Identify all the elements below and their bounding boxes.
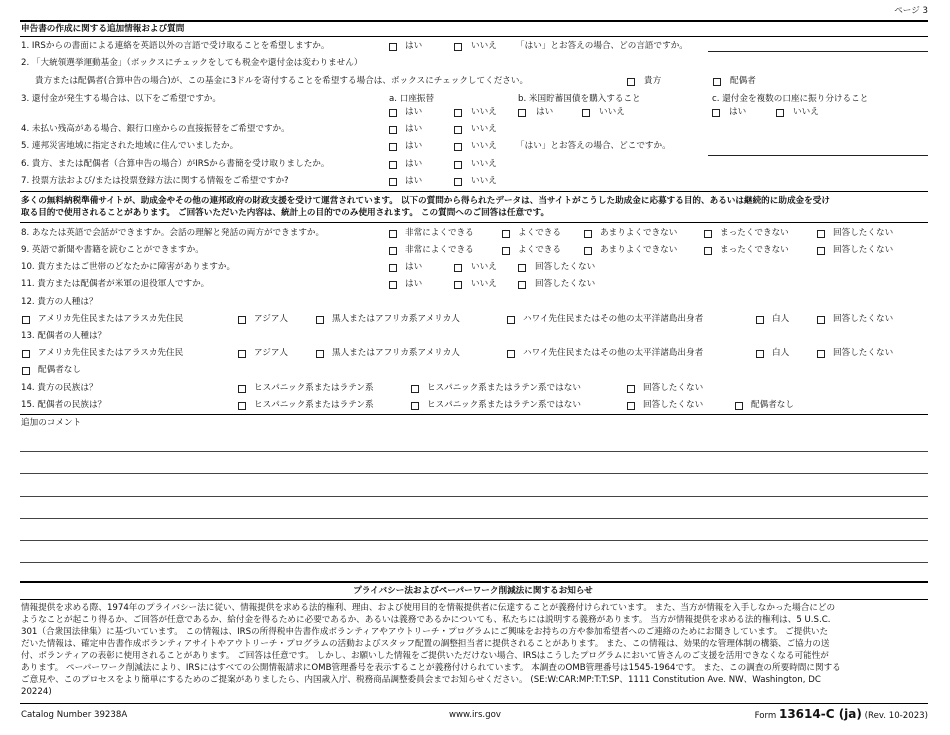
q5-yes-label: はい: [405, 141, 423, 151]
q10-decline-checkbox[interactable]: [518, 264, 526, 272]
q8-opt4-label: まったくできない: [720, 228, 789, 238]
q12-text: 12. 貴方の人種は？: [21, 297, 98, 307]
comment-line-2[interactable]: [20, 473, 928, 474]
q10-decline-label: 回答したくない: [535, 262, 596, 272]
q8-opt2-label: よくできる: [518, 228, 561, 238]
q10-no-label: いいえ: [471, 262, 497, 272]
q8-opt3-label: あまりよくできない: [600, 228, 678, 238]
q3-text: 3. 還付金が発生する場合は、以下をご希望ですか。: [21, 94, 221, 104]
q10-no-checkbox[interactable]: [454, 264, 462, 272]
q4-no-checkbox[interactable]: [454, 126, 462, 134]
q13-opt3-checkbox[interactable]: [316, 350, 324, 358]
q13-opt1-checkbox[interactable]: [22, 350, 30, 358]
q4-no-label: いいえ: [471, 124, 497, 134]
q14-opt2-checkbox[interactable]: [411, 385, 419, 393]
q3-b-label: b. 米国貯蓄国債を購入すること: [518, 94, 641, 104]
page-number: ページ 3: [894, 6, 928, 16]
q13-opt3-label: 黒人またはアフリカ系アメリカ人: [332, 348, 460, 358]
q3-b-no-checkbox[interactable]: [582, 109, 590, 117]
q11-decline-checkbox[interactable]: [518, 281, 526, 289]
notice-line1: 多くの無料納税準備サイトが、助成金やその他の連邦政府の財政支援を受けて運営されています。 以下の質問から得られたデータは、当サイトがこうした助成金に応募する目的、あるいは継続的に助成金を受け: [21, 196, 830, 206]
q13-text: 13. 配偶者の人種は？: [21, 331, 107, 341]
q1-no-label: いいえ: [471, 41, 497, 51]
q3-b-yes-label: はい: [536, 107, 554, 117]
notice-line2: 取る目的で使用されることがあります。 ご回答いただいた内容は、統計上の目的でのみ使用されます。 この質問へのご回答は任意です。: [21, 208, 550, 218]
section-title: 申告書の作成に関する追加情報および質問: [21, 24, 185, 34]
privacy-line-3: 301（合衆国法律集）に基づいています。 この情報は、IRSの所得税申告書作成ボランティアやアウトリーチ・プログラムにご興味をお持ちの方や参加希望者へのご連絡のためにお聞きしています。 ご提供いた: [21, 627, 829, 637]
q15-opt3-label: 回答したくない: [643, 400, 704, 410]
q12-opt1-checkbox[interactable]: [22, 316, 30, 324]
privacy-rule: [20, 581, 928, 583]
privacy-line-1: 情報提供を求める際、1974年のプライバシー法に従い、情報提供を求める法的権利、理由、および使用目的を情報提供者に伝達することが義務付けられています。 また、当方が情報を入手しなかった場合にどの: [21, 603, 836, 613]
q14-text: 14. 貴方の民族は？: [21, 383, 98, 393]
q5-location-field[interactable]: [708, 155, 928, 156]
privacy-line-6: あります。 ペーパーワーク削減法により、IRSにはすべての公開情報請求にOMB管理番号を表示することが義務付けられています。 本調査のOMB管理番号は1545-1964です。 また、この調査の所要時間に関する: [21, 663, 841, 673]
q9-opt2-label: よくできる: [518, 245, 561, 255]
q3-a-no-label: いいえ: [471, 107, 497, 117]
q9-opt2-checkbox[interactable]: [502, 247, 510, 255]
q13-opt5-label: 白人: [772, 348, 790, 358]
q2-spouse-label: 配偶者: [730, 76, 756, 86]
q3-a-no-checkbox[interactable]: [454, 109, 462, 117]
q11-no-checkbox[interactable]: [454, 281, 462, 289]
q8-opt2-checkbox[interactable]: [502, 230, 510, 238]
q14-opt2-label: ヒスパニック系またはラテン系ではない: [427, 383, 581, 393]
q6-no-checkbox[interactable]: [454, 161, 462, 169]
q8-opt3-checkbox[interactable]: [584, 230, 592, 238]
q1-language-field[interactable]: [708, 51, 928, 52]
catalog-number: Catalog Number 39238A: [21, 710, 128, 720]
q13-opt5-checkbox[interactable]: [756, 350, 764, 358]
privacy-line-4: だいた情報は、確定申告書作成ボランティアサイトやアウトリーチ・プログラムの活動およびスタッフ配置の調整担当者に提供されることがあります。 また、この情報は、効果的な管理体制の構築、ご協力の送: [21, 639, 830, 649]
q9-opt1-label: 非常によくできる: [405, 245, 474, 255]
q6-yes-checkbox[interactable]: [389, 161, 397, 169]
q11-decline-label: 回答したくない: [535, 279, 596, 289]
q8-opt4-checkbox[interactable]: [704, 230, 712, 238]
q12-opt5-checkbox[interactable]: [756, 316, 764, 324]
comment-line-5[interactable]: [20, 540, 928, 541]
q9-opt3-label: あまりよくできない: [600, 245, 678, 255]
q8-opt5-label: 回答したくない: [833, 228, 894, 238]
q3-a-yes-label: はい: [405, 107, 423, 117]
q13-opt6-label: 回答したくない: [833, 348, 894, 358]
q7-yes-label: はい: [405, 176, 423, 186]
q7-no-label: いいえ: [471, 176, 497, 186]
q6-text: 6. 貴方、または配偶者（合算申告の場合）がIRSから書簡を受け取りましたか。: [21, 159, 330, 169]
q8-opt1-label: 非常によくできる: [405, 228, 474, 238]
q2-self-label: 貴方: [644, 76, 662, 86]
q15-opt2-label: ヒスパニック系またはラテン系ではない: [427, 400, 581, 410]
q9-text: 9. 英語で新聞や書籍を読むことができますか。: [21, 245, 204, 255]
q9-opt5-label: 回答したくない: [833, 245, 894, 255]
q15-opt3-checkbox[interactable]: [627, 402, 635, 410]
q2-sub: 貴方または配偶者(合算申告の場合)が、この基金に3ドルを寄付することを希望する場合は、ボックスにチェックしてください。: [35, 76, 529, 86]
q15-opt4-checkbox[interactable]: [735, 402, 743, 410]
q3-b-yes-checkbox[interactable]: [518, 109, 526, 117]
q11-yes-label: はい: [405, 279, 423, 289]
comments-label: 追加のコメント: [21, 418, 82, 428]
q3-c-no-checkbox[interactable]: [776, 109, 784, 117]
privacy-line-5: 付、ボランティアの表彰に使用されることがあります。 ご回答は任意です。 しかし、お願いした情報をご提供いただけない場合、IRSはこうしたプログラムにおいて皆さんのご支援を活用できなくなる可能性が: [21, 651, 829, 661]
q13-opt2-checkbox[interactable]: [238, 350, 246, 358]
q10-yes-checkbox[interactable]: [389, 264, 397, 272]
q1-text: 1. IRSからの書面による連絡を英語以外の言語で受け取ることを希望しますか。: [21, 41, 330, 51]
q9-opt4-checkbox[interactable]: [704, 247, 712, 255]
privacy-line-2: ようなことが起こり得るか、ご回答が任意であるか、給付金を得るために必要であるか、あるいは義務であるかについても、私たちには説明する義務があります。 当方が情報提供を求める法的権利は、5 U.S.C.: [21, 615, 831, 625]
q7-yes-checkbox[interactable]: [389, 178, 397, 186]
q9-opt1-checkbox[interactable]: [389, 247, 397, 255]
q10-yes-label: はい: [405, 262, 423, 272]
irs-website: www.irs.gov: [449, 710, 501, 720]
q13-opt4-checkbox[interactable]: [507, 350, 515, 358]
q12-opt2-label: アジア人: [254, 314, 289, 324]
q2-spouse-checkbox[interactable]: [713, 78, 721, 86]
q3-a-label: a. 口座振替: [389, 94, 435, 104]
q1-yes-checkbox[interactable]: [389, 43, 397, 51]
q5-no-label: いいえ: [471, 141, 497, 151]
q14-opt3-checkbox[interactable]: [627, 385, 635, 393]
q5-text: 5. 連邦災害地域に指定された地域に住んでいましたか。: [21, 141, 239, 151]
q13-opt4-label: ハワイ先住民またはその他の太平洋諸島出身者: [523, 348, 704, 358]
q3-c-yes-checkbox[interactable]: [712, 109, 720, 117]
q9-opt4-label: まったくできない: [720, 245, 789, 255]
q5-followup: 「はい」とお答えの場合、どこですか。: [516, 141, 671, 151]
privacy-title: プライバシー法およびペーパーワーク削減法に関するお知らせ: [353, 586, 593, 596]
q12-opt1-label: アメリカ先住民またはアラスカ先住民: [38, 314, 184, 324]
q6-yes-label: はい: [405, 159, 423, 169]
q10-text: 10. 貴方またはご世帯のどなたかに障害がありますか。: [21, 262, 236, 272]
q7-text: 7. 投票方法および/または投票登録方法に関する情報をご希望ですか?: [21, 176, 289, 186]
q9-opt5-checkbox[interactable]: [817, 247, 825, 255]
comment-line-1[interactable]: [20, 451, 928, 452]
q14-opt3-label: 回答したくない: [643, 383, 704, 393]
comment-line-3[interactable]: [20, 496, 928, 497]
q12-opt2-checkbox[interactable]: [238, 316, 246, 324]
q3-b-no-label: いいえ: [599, 107, 625, 117]
section-rule: [20, 36, 928, 37]
q2-self-checkbox[interactable]: [627, 78, 635, 86]
q8-opt1-checkbox[interactable]: [389, 230, 397, 238]
q12-opt3-label: 黒人またはアフリカ系アメリカ人: [332, 314, 460, 324]
comment-line-6[interactable]: [20, 562, 928, 563]
privacy-line-8: 20224): [21, 687, 52, 697]
q1-followup: 「はい」とお答えの場合、どの言語ですか。: [516, 41, 688, 51]
q7-no-checkbox[interactable]: [454, 178, 462, 186]
q3-c-no-label: いいえ: [793, 107, 819, 117]
q4-text: 4. 未払い残高がある場合、銀行口座からの直接振替をご希望ですか。: [21, 124, 290, 134]
form-prefix: Form: [754, 711, 777, 721]
privacy-line-7: ご意見や、このプロセスをより簡単にするためのご提案がありましたら、内国歳入庁、税務商品調整委員会までお知らせください。 (SE:W:CAR:MP:T:T:SP、1111 Constitution Ave. NW、Washington, DC: [21, 675, 821, 685]
comment-line-4[interactable]: [20, 518, 928, 519]
q12-opt4-checkbox[interactable]: [507, 316, 515, 324]
q13-opt2-label: アジア人: [254, 348, 289, 358]
q6-no-label: いいえ: [471, 159, 497, 169]
q14-opt1-checkbox[interactable]: [238, 385, 246, 393]
q9-opt3-checkbox[interactable]: [584, 247, 592, 255]
q15-opt2-checkbox[interactable]: [411, 402, 419, 410]
top-rule: [20, 20, 928, 22]
form-number: 13614-C (ja): [778, 707, 862, 721]
q8-opt5-checkbox[interactable]: [817, 230, 825, 238]
privacy-title-rule: [20, 599, 928, 600]
q13-no-spouse-label: 配偶者なし: [38, 365, 81, 375]
q13-opt6-checkbox[interactable]: [817, 350, 825, 358]
q12-opt6-checkbox[interactable]: [817, 316, 825, 324]
q12-opt3-checkbox[interactable]: [316, 316, 324, 324]
q11-no-label: いいえ: [471, 279, 497, 289]
q8-text: 8. あなたは英語で会話ができますか。会話の理解と発話の両方ができますか。: [21, 228, 325, 238]
q11-yes-checkbox[interactable]: [389, 281, 397, 289]
q12-opt6-label: 回答したくない: [833, 314, 894, 324]
q1-no-checkbox[interactable]: [454, 43, 462, 51]
q15-opt1-checkbox[interactable]: [238, 402, 246, 410]
q12-opt5-label: 白人: [772, 314, 790, 324]
q3-c-label: c. 還付金を複数の口座に振り分けること: [712, 94, 869, 104]
q15-text: 15. 配偶者の民族は？: [21, 400, 107, 410]
q15-opt4-label: 配偶者なし: [751, 400, 794, 410]
form-id: [755, 707, 928, 723]
q12-opt4-label: ハワイ先住民またはその他の太平洋諸島出身者: [523, 314, 704, 324]
q3-a-yes-checkbox[interactable]: [389, 109, 397, 117]
q3-c-yes-label: はい: [729, 107, 747, 117]
q15-opt1-label: ヒスパニック系またはラテン系: [254, 400, 374, 410]
q11-text: 11. 貴方または配偶者が米軍の退役軍人ですか。: [21, 279, 210, 289]
q14-opt1-label: ヒスパニック系またはラテン系: [254, 383, 374, 393]
footer-rule: [20, 703, 928, 704]
comments-rule: [20, 414, 928, 415]
q1-yes-label: はい: [405, 41, 423, 51]
q4-yes-checkbox[interactable]: [389, 126, 397, 134]
section2-rule: [20, 222, 928, 223]
q5-yes-checkbox[interactable]: [389, 143, 397, 151]
q4-yes-label: はい: [405, 124, 423, 134]
q2-text: 2. 「大統領選挙運動基金」（ボックスにチェックをしても税金や還付金は変わりません）: [21, 58, 363, 68]
notice-rule: [20, 191, 928, 192]
form-rev: (Rev. 10-2023): [864, 711, 928, 721]
q5-no-checkbox[interactable]: [454, 143, 462, 151]
q13-no-spouse-checkbox[interactable]: [22, 367, 30, 375]
q13-opt1-label: アメリカ先住民またはアラスカ先住民: [38, 348, 184, 358]
